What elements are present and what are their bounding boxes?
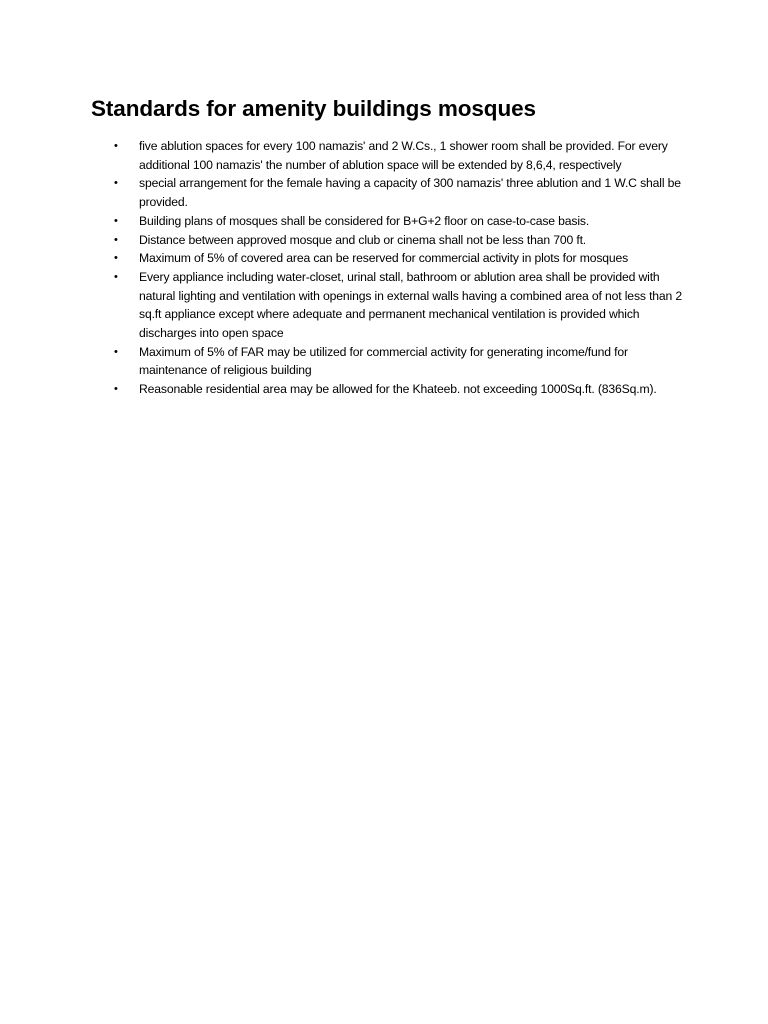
bullet-icon: • bbox=[114, 177, 118, 190]
list-item bbox=[114, 137, 684, 174]
bullet-icon: • bbox=[114, 252, 118, 265]
list-item bbox=[114, 249, 684, 268]
bullet-icon: • bbox=[114, 270, 118, 283]
list-item-text: special arrangement for the female having a capacity of 300 namazis' three ablution and 1 W.C shall be provided. bbox=[139, 176, 681, 210]
document-title: Standards for amenity buildings mosques bbox=[91, 96, 536, 121]
list-item bbox=[114, 231, 684, 250]
list-item-text: Distance between approved mosque and club or cinema shall not be less than 700 ft. bbox=[139, 232, 587, 247]
list-item bbox=[114, 174, 684, 211]
bullet-icon: • bbox=[114, 214, 118, 227]
list-item-text: Maximum of 5% of FAR may be utilized for commercial activity for generating income/fund for maintenance of religious building bbox=[139, 344, 628, 378]
list-item bbox=[114, 212, 684, 231]
list-item-text: Building plans of mosques shall be considered for B+G+2 floor on case-to-case basis. bbox=[139, 213, 590, 228]
list-item bbox=[114, 343, 684, 380]
bullet-icon: • bbox=[114, 140, 118, 152]
bullet-icon: • bbox=[114, 345, 118, 358]
list-item-text: five ablution spaces for every 100 namazis' and 2 W.Cs., 1 shower room shall be provided. For every additional 100 namazis' the number of ablution space will be extended by 8,6,4, respectively bbox=[139, 139, 668, 172]
list-item-text: Reasonable residential area may be allowed for the Khateeb. not exceeding 1000Sq.ft. (836Sq.m). bbox=[139, 382, 657, 397]
standards-list bbox=[114, 137, 684, 399]
bullet-icon: • bbox=[114, 233, 118, 246]
bullet-icon: • bbox=[114, 383, 118, 396]
list-item bbox=[114, 268, 684, 343]
list-item-text: Every appliance including water-closet, urinal stall, bathroom or ablution area shall be provided with natural lighting and ventilation with openings in external walls having a combined area of not less than 2 sq.ft appliance except where adequate and permanent mechanical ventilation is provided which discharges into open space bbox=[139, 269, 683, 341]
list-item-text: Maximum of 5% of covered area can be reserved for commercial activity in plots for mosques bbox=[139, 251, 629, 266]
list-item bbox=[114, 380, 684, 399]
